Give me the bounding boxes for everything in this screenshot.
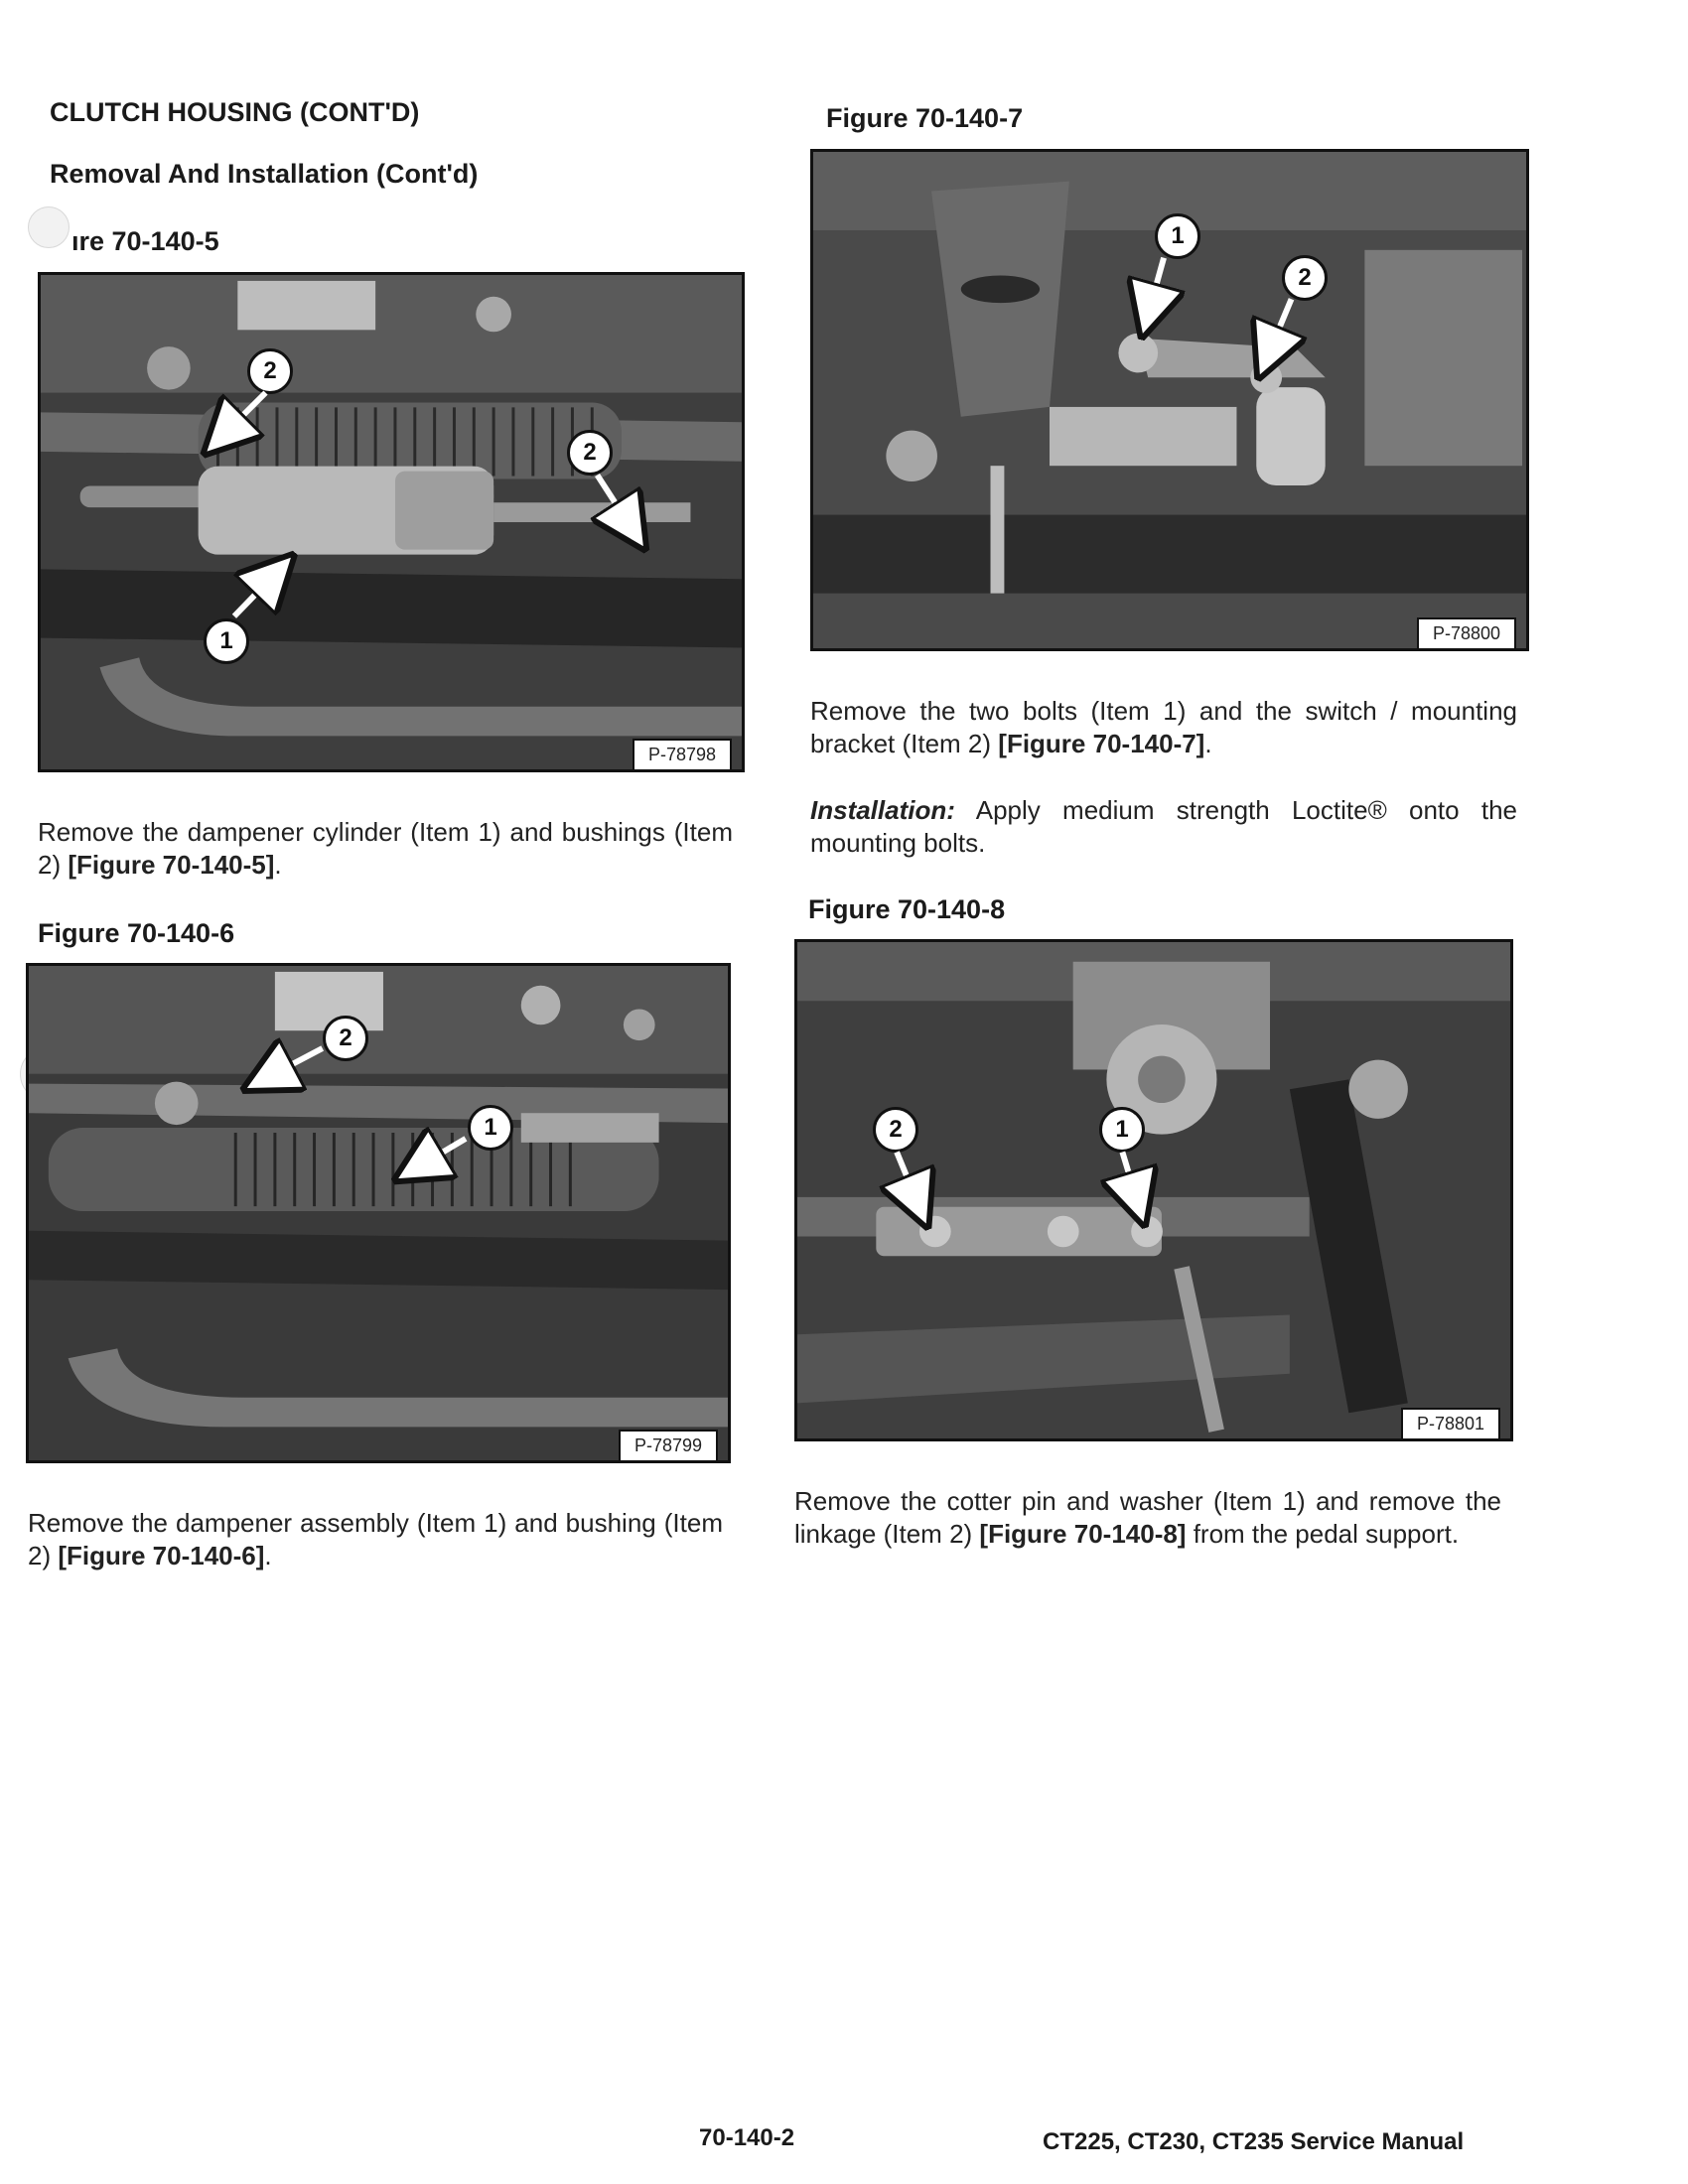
figure-reference: [Figure 70-140-5]: [68, 850, 275, 880]
figure-photo-8: [794, 939, 1513, 1441]
callout-1: 1: [204, 618, 249, 664]
callout-2: 2: [567, 430, 613, 476]
instruction-text: Remove the dampener cylinder (Item 1) and bushings (Item 2): [38, 817, 733, 880]
callout-2: 2: [323, 1016, 368, 1061]
page-number: 70-140-2: [699, 2124, 795, 2151]
figure-5-instruction: [38, 816, 733, 882]
figure-caption-6: Figure 70-140-6: [38, 918, 235, 948]
dampener-assembly-photo: [29, 966, 728, 1460]
callout-2: 2: [247, 348, 293, 394]
callout-1: 1: [1155, 213, 1200, 259]
photo-id-label: P-78801: [1401, 1408, 1500, 1438]
callout-2: 2: [873, 1107, 918, 1153]
figure-7-instruction: [810, 695, 1517, 760]
instruction-text: .: [274, 850, 282, 880]
figure-reference: [Figure 70-140-8]: [979, 1519, 1187, 1549]
callout-1: 1: [468, 1105, 513, 1151]
subsection-title: Removal And Installation (Cont'd): [50, 159, 479, 189]
installation-label: Installation:: [810, 795, 955, 825]
instruction-text: .: [1204, 729, 1212, 758]
instruction-text: Remove the dampener assembly (Item 1) and bushing (Item 2): [28, 1508, 723, 1570]
instruction-text: from the pedal support.: [1186, 1519, 1460, 1549]
callout-2: 2: [1282, 255, 1328, 301]
figure-reference: [Figure 70-140-6]: [58, 1541, 265, 1570]
figure-photo-6: [26, 963, 731, 1463]
punch-hole: [28, 206, 70, 248]
photo-id-label: P-78800: [1417, 617, 1516, 648]
callout-1: 1: [1099, 1107, 1145, 1153]
figure-6-instruction: [28, 1507, 723, 1572]
instruction-text: .: [264, 1541, 272, 1570]
installation-text: Apply medium strength Loctite® onto the mounting bolts.: [810, 795, 1517, 858]
figure-reference: [Figure 70-140-7]: [998, 729, 1205, 758]
figure-caption-8: Figure 70-140-8: [808, 894, 1006, 924]
figure-caption-7: Figure 70-140-7: [826, 103, 1024, 133]
instruction-text: Remove the two bolts (Item 1) and the switch / mounting bracket (Item 2): [810, 696, 1517, 758]
figure-photo-7: [810, 149, 1529, 651]
photo-id-label: P-78799: [619, 1430, 718, 1460]
figure-photo-5: [38, 272, 745, 772]
section-title: CLUTCH HOUSING (CONT'D): [50, 97, 420, 127]
photo-id-label: P-78798: [633, 739, 732, 769]
installation-note: [810, 794, 1517, 860]
instruction-text: Remove the cotter pin and washer (Item 1) and remove the linkage (Item 2): [794, 1486, 1501, 1549]
figure-8-instruction: [794, 1485, 1501, 1551]
figure-caption-5: ıre 70-140-5: [71, 226, 219, 256]
dampener-cylinder-photo: [41, 275, 742, 769]
pedal-linkage-photo: [797, 942, 1510, 1438]
manual-title: CT225, CT230, CT235 Service Manual: [1043, 2128, 1465, 2155]
